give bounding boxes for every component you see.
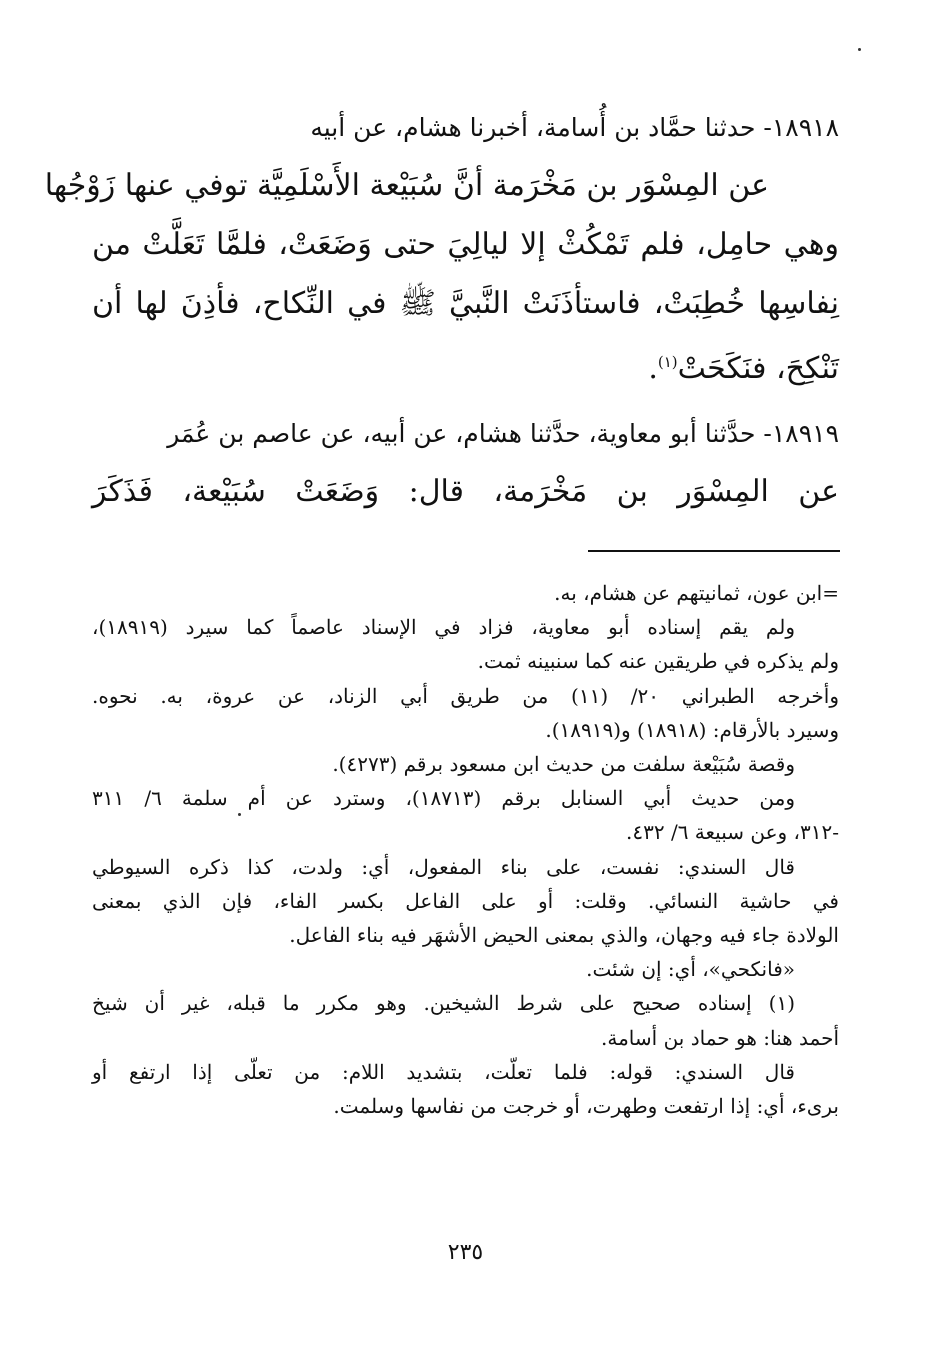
- footnotes: [92, 576, 839, 1123]
- footnote-line: برىء، أي: إذا ارتفعت وطهرت، أو خرجت من نفاسها وسلمت.: [333, 1094, 839, 1119]
- scan-speck: [858, 48, 861, 51]
- footnote-line: وأخرجه الطبراني ٢٠/ (١١) من طريق أبي الزناد، عن عروة، به. نحوه.: [92, 683, 839, 708]
- footnote-line: وقصة سُبَيْعة سلفت من حديث ابن مسعود برقم (٤٢٧٣).: [332, 752, 795, 777]
- main-text: [44, 100, 839, 521]
- hadith-18919-line-1: عن المِسْوَر بن مَخْرَمة، قال: وَضَعَتْ سُبَيْعة، فَذَكَرَ: [92, 474, 839, 509]
- footnote-line: ومن حديث أبي السنابل برقم (١٨٧١٣)، وسترد عن أم سلمة ٦/ ٣١١: [92, 786, 795, 811]
- hadith-18918-head: ١٨٩١٨- حدثنا حمَّاد بن أُسامة، أخبرنا هشام، عن أبيه: [310, 113, 839, 142]
- footnote-line: وسيرد بالأرقام: (١٨٩١٨) و(١٨٩١٩).: [545, 717, 839, 742]
- footnote-line: في حاشية النسائي. وقلت: أو على الفاعل بكسر الفاء، فإن الذي بمعنى: [92, 888, 839, 913]
- footnote-line: الولادة جاء فيه وجهان، والذي بمعنى الحيض الأشهَر فيه بناء الفاعل.: [289, 923, 839, 948]
- footnote-line: ولم يقم إسناده أبو معاوية، فزاد في الإسناد عاصماً كما سيرد (١٨٩١٩)،: [92, 615, 795, 640]
- footnote-line: =ابن عون، ثمانيتهم عن هشام، به.: [554, 581, 839, 605]
- hadith-18918-line-4: [92, 333, 839, 398]
- footnote-reference: (١): [657, 353, 678, 371]
- hadith-18919-head: ١٨٩١٩- حدَّثنا أبو معاوية، حدَّثنا هشام، عن أبيه، عن عاصم بن عُمَر: [167, 419, 839, 448]
- hadith-18918-line-1: عن المِسْوَر بن مَخْرَمة أنَّ سُبَيْعة الأَسْلَمِيَّة توفي عنها زَوْجُها: [44, 168, 769, 203]
- spacer: [92, 398, 839, 406]
- hadith-18918-line-3: نِفاسِها خُطِبَتْ، فاستأذَنَتْ النَّبيَّ ﷺ في النِّكاح، فأذِنَ لها أن: [92, 286, 839, 321]
- hadith-18918-line-4-text: تَنْكِحَ، فنَكَحَتْ: [677, 351, 839, 386]
- footnote-line: «فانكحي»، أي: إن شئت.: [586, 957, 795, 982]
- footnote-separator: [588, 550, 840, 552]
- end-mark: .: [648, 351, 658, 386]
- footnote-line: -٣١٢، وعن سبيعة ٦/ ٤٣٢.: [626, 820, 839, 845]
- scan-speck: [238, 813, 241, 816]
- footnote-line: أحمد هنا: هو حماد بن أسامة.: [601, 1025, 839, 1050]
- hadith-18918-line-2: وهي حامِل، فلم تَمْكُثْ إلا ليالِيَ حتى وَضَعَتْ، فلمَّا تَعَلَّتْ من: [92, 227, 839, 262]
- footnote-line: قال السندي: نفست، على بناء المفعول، أي: ولدت، كذا ذكره السيوطي: [92, 854, 795, 879]
- footnote-line: (١) إسناده صحيح على شرط الشيخين. وهو مكرر ما قبله، غير أن شيخ: [92, 991, 795, 1016]
- footnote-line: ولم يذكره في طريقين عنه كما سنبينه ثمت.: [477, 649, 839, 674]
- page-number: ٢٣٥: [447, 1240, 484, 1265]
- footnote-line: قال السندي: قوله: فلما تعلّت، بتشديد اللام: من تعلّى إذا ارتفع أو: [92, 1059, 795, 1084]
